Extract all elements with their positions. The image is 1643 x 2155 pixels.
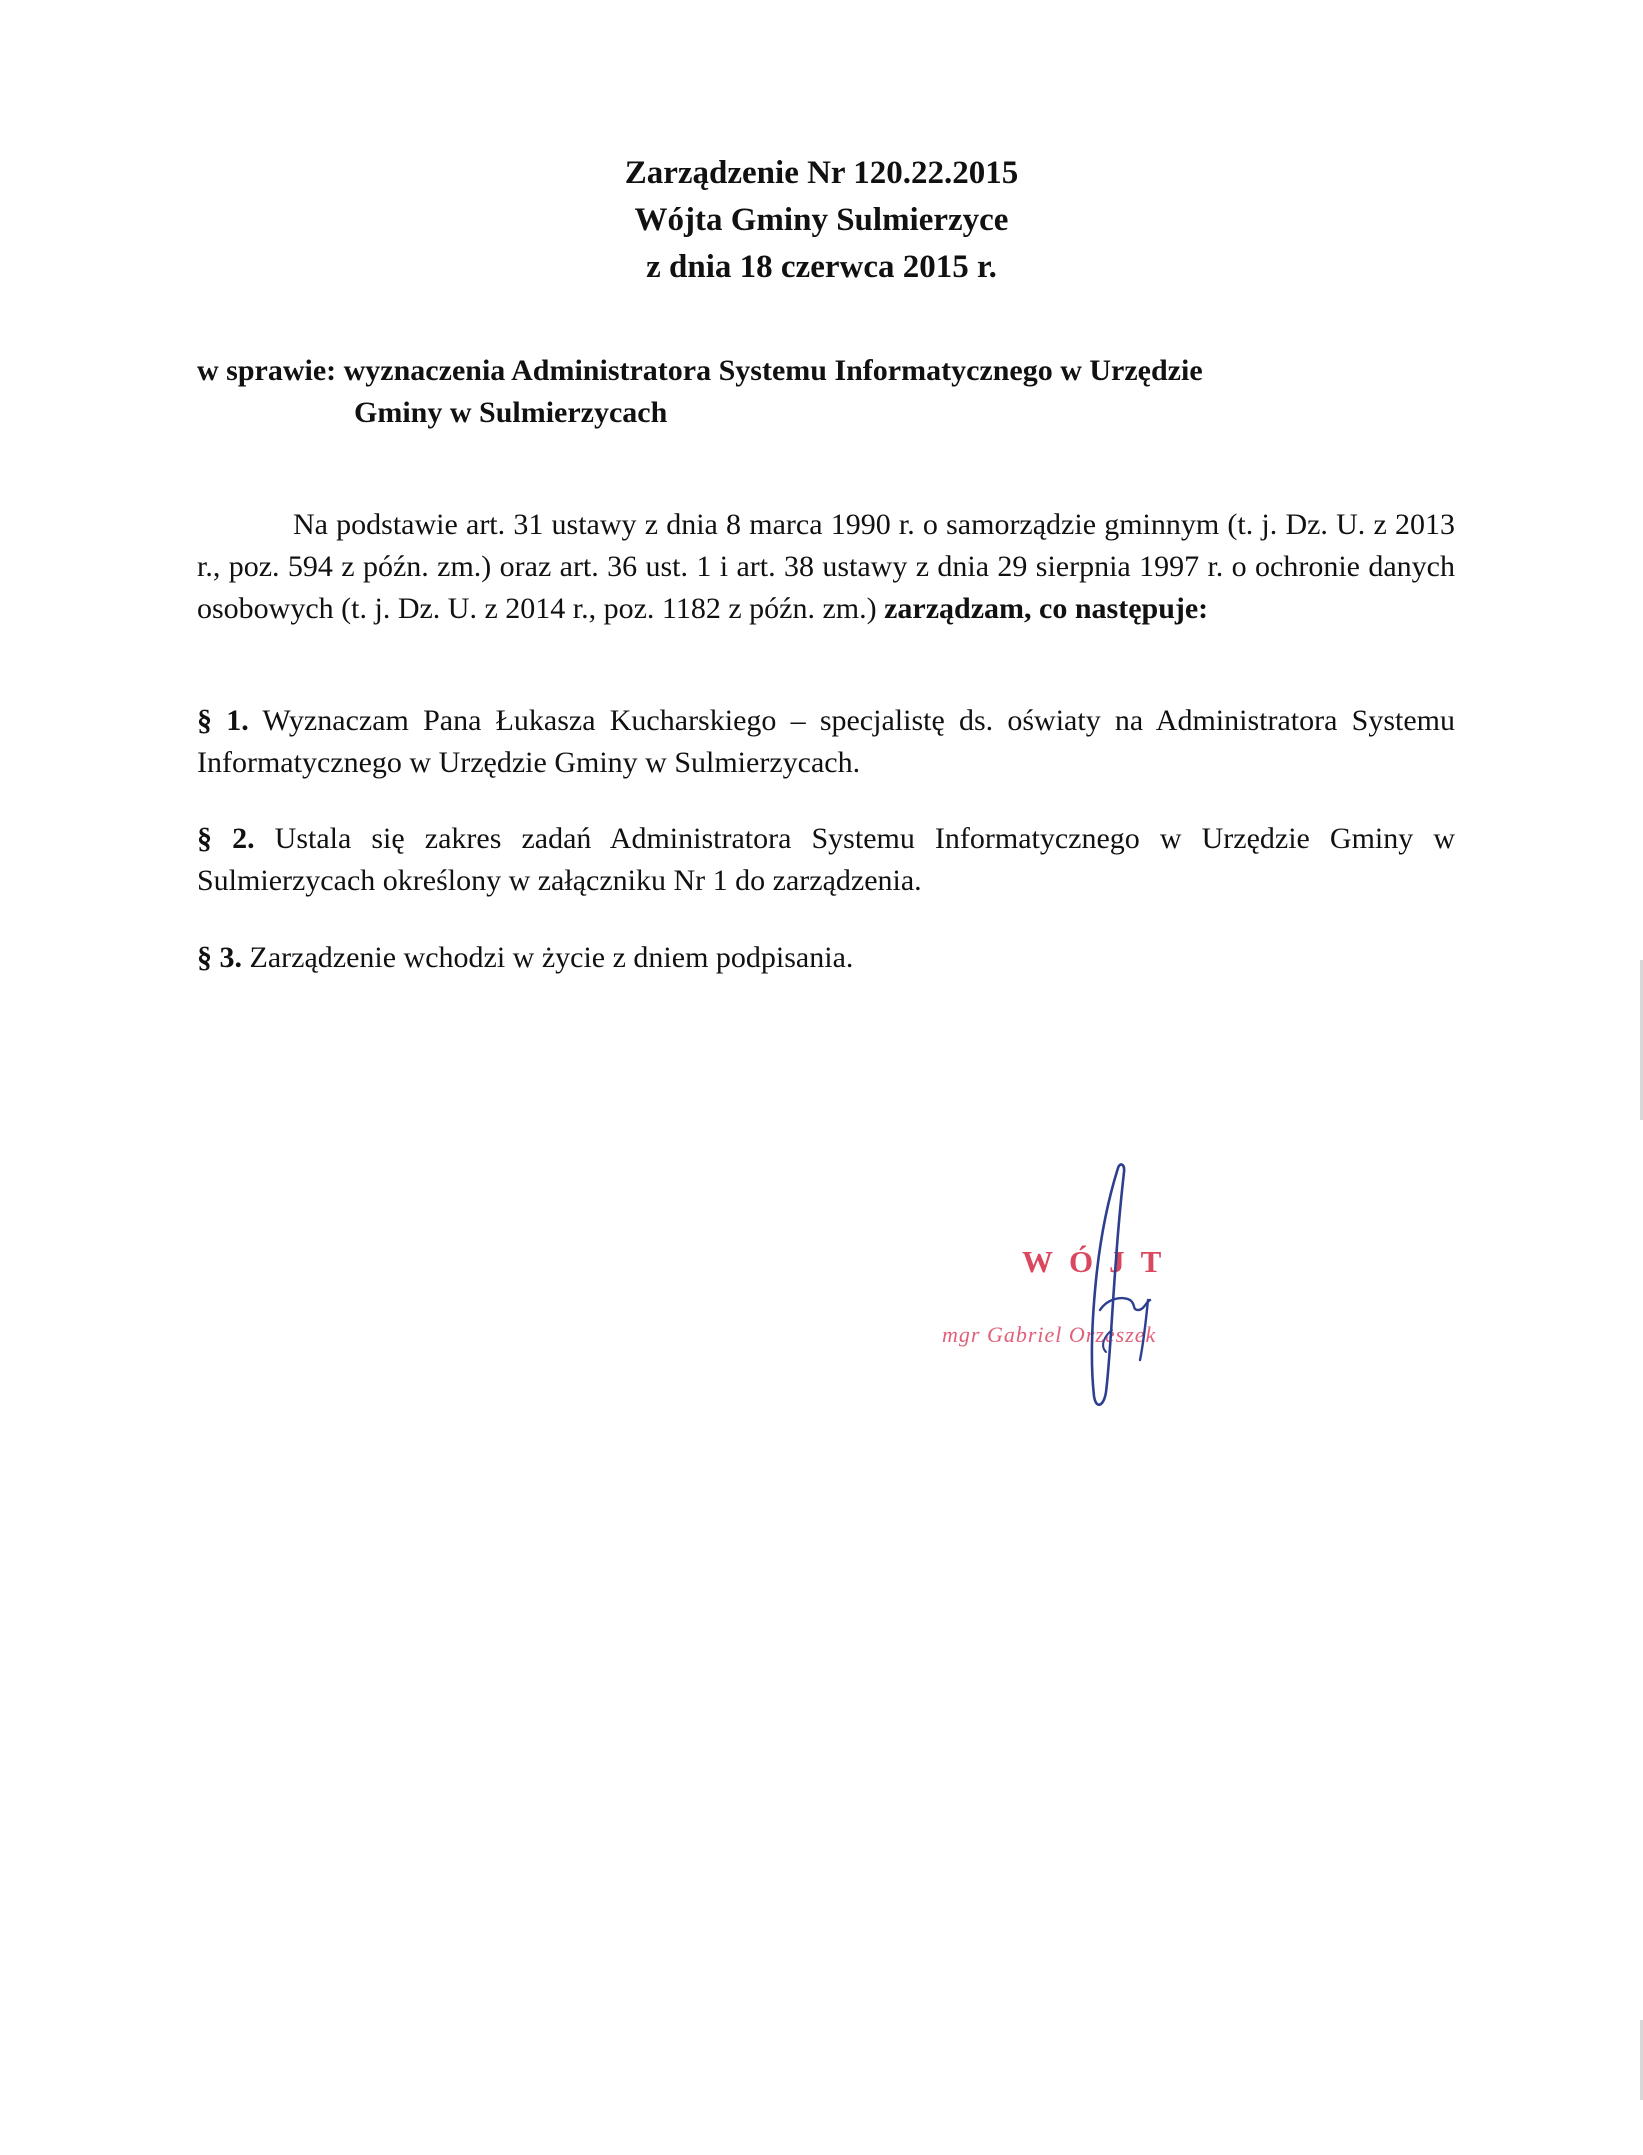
section-1 — [197, 700, 1455, 784]
document-title — [0, 150, 1643, 291]
legal-basis-decree-phrase: zarządzam, co następuje: — [884, 592, 1209, 625]
section-number: § 1. — [197, 704, 249, 737]
legal-basis-paragraph — [197, 504, 1455, 630]
section-number: § 3. — [197, 941, 242, 974]
handwritten-signature — [1060, 1160, 1180, 1420]
title-line-ordinance-number: Zarządzenie Nr 120.22.2015 — [624, 155, 1019, 191]
section-number: § 2. — [197, 822, 255, 855]
section-3 — [197, 937, 1455, 979]
legal-basis-text: Na podstawie art. 31 ustawy z dnia 8 marca 1990 r. o samorządzie gminnym (t. j. Dz. U. z 2013 r., poz. 594 z późn. zm.) oraz art. 36 ust. 1 i art. 38 ustawy z dnia 29 sierpnia 1997 r. o ochronie danych osobowych (t. j. Dz. U. z 2014 r., poz. 1182 z późn. zm.) — [197, 508, 1455, 625]
title-line-date: z dnia 18 czerwca 2015 r. — [646, 249, 997, 285]
subject-line-1: w sprawie: wyznaczenia Administratora Systemu Informatycznego w Urzędzie — [197, 354, 1203, 387]
section-2 — [197, 818, 1455, 902]
section-text: Wyznaczam Pana Łukasza Kucharskiego – specjalistę ds. oświaty na Administratora Systemu Informatycznego w Urzędzie Gminy w Sulmierzycach. — [197, 704, 1456, 779]
stamp-official-name: mgr Gabriel Orzeszek — [942, 1322, 1157, 1347]
section-text: Zarządzenie wchodzi w życie z dniem podpisania. — [249, 941, 854, 974]
stamp-title: WÓJT — [1022, 1244, 1178, 1279]
section-text: Ustala się zakres zadań Administratora Systemu Informatycznego w Urzędzie Gminy w Sulmierzycach określony w załączniku Nr 1 do zarządzenia. — [197, 822, 1456, 897]
subject-heading — [197, 350, 1457, 434]
title-line-issuer: Wójta Gminy Sulmierzyce — [634, 202, 1009, 238]
subject-line-2: Gminy w Sulmierzycach — [354, 396, 668, 429]
official-stamp — [930, 1160, 1290, 1420]
